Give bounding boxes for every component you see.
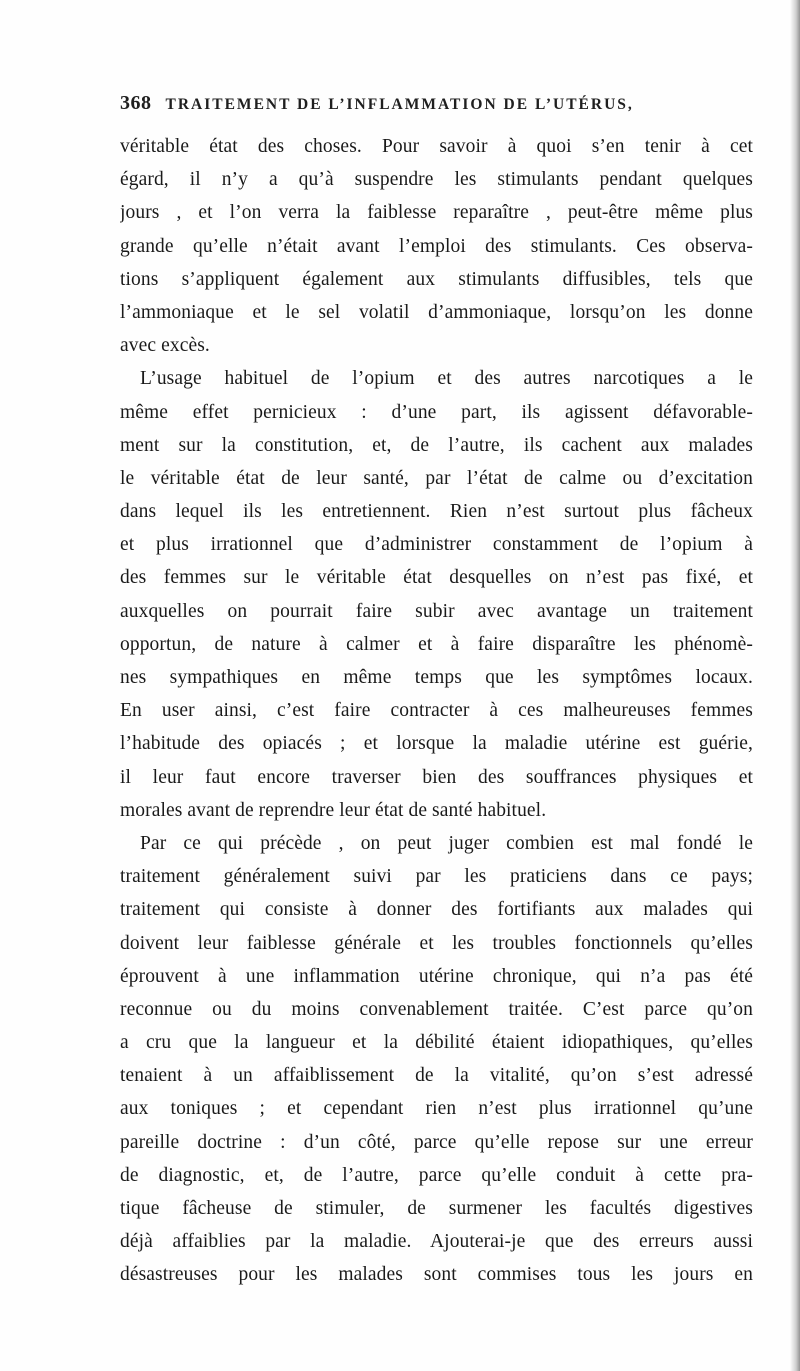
text-line: grande qu’elle n’était avant l’emploi des stimulants. Ces observa-: [120, 235, 753, 257]
text-line: tique fâcheuse de stimuler, de surmener les facultés digestives: [120, 1198, 753, 1219]
text-line: doivent leur faiblesse générale et les troubles fonctionnels qu’elles: [120, 932, 753, 954]
text-line: tenaient à un affaiblissement de la vitalité, qu’on s’est adressé: [120, 1065, 753, 1087]
text-line: tions s’appliquent également aux stimulants diffusibles, tels que: [120, 268, 753, 290]
text-line: nes sympathiques en même temps que les symptômes locaux.: [120, 667, 753, 688]
text-line: des femmes sur le véritable état desquelles on n’est pas fixé, et: [120, 567, 753, 589]
text-line: reconnue ou du moins convenablement traitée. C’est parce qu’on: [120, 998, 753, 1020]
text-line: a cru que la langueur et la débilité étaient idiopathiques, qu’elles: [120, 1032, 753, 1054]
text-line: traitement généralement suivi par les praticiens dans ce pays;: [120, 866, 753, 888]
text-line: le véritable état de leur santé, par l’état de calme ou d’excitation: [120, 467, 753, 489]
text-line: même effet pernicieux : d’une part, ils agissent défavorable-: [120, 401, 753, 423]
text-line: l’habitude des opiacés ; et lorsque la maladie utérine est guérie,: [120, 733, 753, 755]
text-line: déjà affaiblies par la maladie. Ajouterai-je que des erreurs aussi: [120, 1231, 753, 1253]
page-edge-shadow: [790, 0, 800, 1371]
text-line: dans lequel ils les entretiennent. Rien n’est surtout plus fâcheux: [120, 501, 753, 523]
text-line: avec excès.: [120, 335, 210, 357]
text-line: ment sur la constitution, et, de l’autre, ils cachent aux malades: [120, 434, 753, 456]
text-line: L’usage habituel de l’opium et des autres narcotiques a le: [140, 368, 753, 390]
text-line: morales avant de reprendre leur état de santé habituel.: [120, 799, 547, 821]
text-line: aux toniques ; et cependant rien n’est plus irrationnel qu’une: [120, 1098, 753, 1120]
text-line: véritable état des choses. Pour savoir à quoi s’en tenir à cet: [120, 136, 753, 157]
text-line: traitement qui consiste à donner des fortifiants aux malades qui: [120, 899, 753, 921]
text-line: éprouvent à une inflammation utérine chronique, qui n’a pas été: [120, 965, 753, 987]
running-head-title: TRAITEMENT DE L’INFLAMMATION DE L’UTÉRUS,: [165, 96, 634, 113]
text-line: En user ainsi, c’est faire contracter à ces malheureuses femmes: [120, 700, 753, 722]
text-line: Par ce qui précède , on peut juger combien est mal fondé le: [140, 832, 753, 854]
text-line: de diagnostic, et, de l’autre, parce qu’elle conduit à cette pra-: [120, 1164, 753, 1186]
text-line: opportun, de nature à calmer et à faire disparaître les phénomè-: [120, 633, 753, 655]
text-line: pareille doctrine : d’un côté, parce qu’elle repose sur une erreur: [120, 1131, 753, 1153]
text-line: il leur faut encore traverser bien des souffrances physiques et: [120, 766, 753, 788]
text-line: et plus irrationnel que d’administrer constamment de l’opium à: [120, 534, 753, 556]
body-text: [120, 130, 753, 1292]
text-line: égard, il n’y a qu’à suspendre les stimulants pendant quelques: [120, 169, 753, 191]
page-number: 368: [120, 92, 152, 114]
text-line: l’ammoniaque et le sel volatil d’ammoniaque, lorsqu’on les donne: [120, 301, 753, 323]
text-line: jours , et l’on verra la faiblesse reparaître , peut-être même plus: [120, 202, 753, 224]
running-head: [120, 92, 740, 115]
text-line: auxquelles on pourrait faire subir avec avantage un traitement: [120, 600, 753, 622]
text-line: désastreuses pour les malades sont commises tous les jours en: [120, 1264, 753, 1286]
